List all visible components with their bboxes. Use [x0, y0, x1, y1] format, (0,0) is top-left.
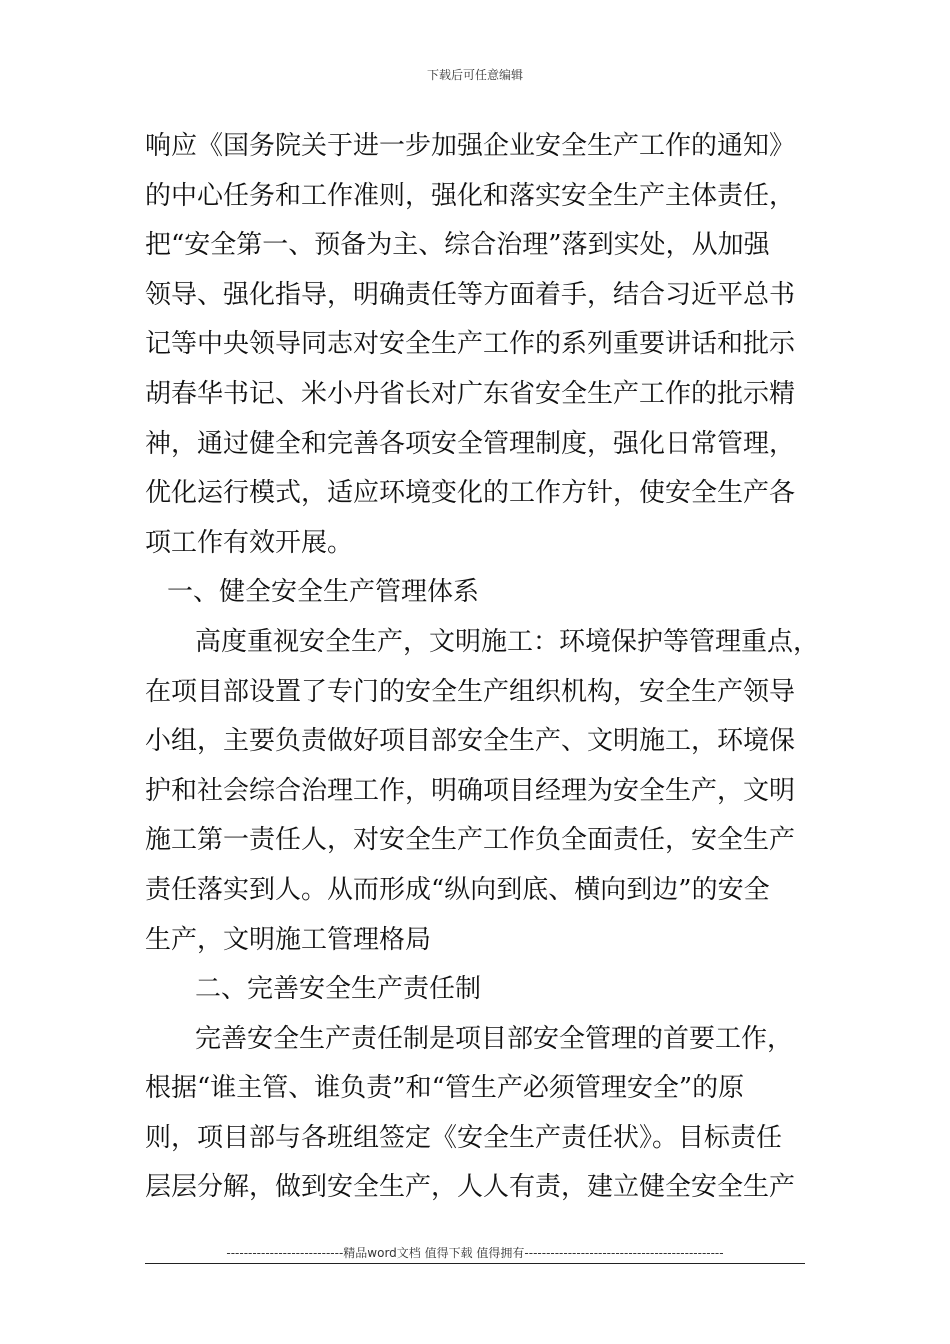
- text-line: 项工作有效开展。: [145, 527, 354, 558]
- text-line: 胡春华书记、米小丹省长对广东省安全生产工作的批示精: [145, 378, 796, 409]
- text-line: 则，项目部与各班组签定《安全生产责任状》。目标责任: [145, 1122, 783, 1153]
- page-header-note: 下载后可任意编辑: [426, 68, 523, 82]
- text-line: 护和社会综合治理工作，明确项目经理为安全生产，文明: [145, 775, 796, 806]
- document-body: [145, 122, 820, 1213]
- text-line: 响应《国务院关于进一步加强企业安全生产工作的通知》: [145, 131, 796, 161]
- page-footer-note: ---------------------------精品word文档 值得下载 值得拥有----------------------------------------------: [226, 1246, 724, 1260]
- text-line: 神，通过健全和完善各项安全管理制度，强化日常管理，: [145, 428, 796, 459]
- text-line: 责任落实到人。从而形成“纵向到底、横向到边”的安全: [145, 874, 770, 905]
- section-heading-2: 二、完善安全生产责任制: [195, 974, 482, 1005]
- section-heading-1: 一、健全安全生产管理体系: [167, 577, 480, 608]
- text-line: 小组，主要负责做好项目部安全生产、文明施工，环境保: [145, 726, 796, 757]
- text-line: 生产，文明施工管理格局: [145, 924, 432, 955]
- text-line: 完善安全生产责任制是项目部安全管理的首要工作，: [195, 1023, 794, 1054]
- text-line: 层层分解，做到安全生产，人人有责，建立健全安全生产: [145, 1172, 796, 1203]
- text-line: 的中心任务和工作准则，强化和落实安全生产主体责任，: [145, 180, 796, 211]
- text-line: 领导、强化指导，明确责任等方面着手，结合习近平总书: [145, 279, 796, 310]
- text-line: 优化运行模式，适应环境变化的工作方针，使安全生产各: [145, 478, 796, 509]
- text-line: 把“安全第一、预备为主、综合治理”落到实处，从加强: [145, 230, 770, 261]
- text-line: 高度重视安全生产，文明施工：环境保护等管理重点，: [195, 626, 820, 657]
- text-line: 记等中央领导同志对安全生产工作的系列重要讲话和批示: [145, 329, 796, 360]
- text-line: 在项目部设置了专门的安全生产组织机构，安全生产领导: [145, 676, 796, 707]
- footer-divider: [145, 1263, 805, 1264]
- text-line: 根据“谁主管、谁负责”和“管生产必须管理安全”的原: [145, 1073, 745, 1104]
- text-line: 施工第一责任人，对安全生产工作负全面责任，安全生产: [145, 825, 796, 856]
